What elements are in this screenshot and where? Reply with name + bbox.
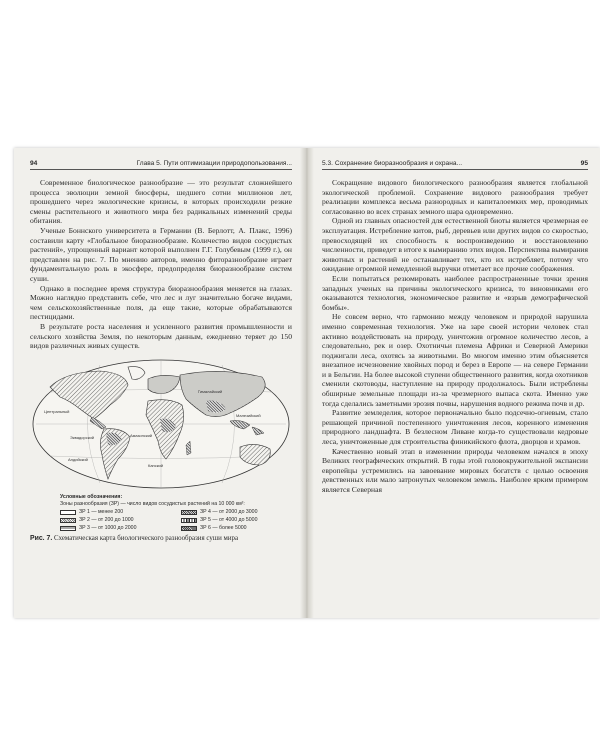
legend-item <box>181 525 292 532</box>
left-page <box>30 160 292 543</box>
right-page-header <box>322 160 588 170</box>
legend-swatch <box>181 526 197 531</box>
legend-item <box>181 517 292 524</box>
legend-item-label: ЗР 2 — от 200 до 1000 <box>79 516 134 523</box>
right-running-head: 5.3. Сохранение биоразнообразия и охрана... <box>322 160 463 167</box>
legend-item <box>181 509 292 516</box>
world-map-graphic <box>30 357 292 492</box>
right-paragraph-4: Не совсем верно, что гармонию между человеком и природой нарушила именно современная технология. Уже на заре своей истории человек стал активно воздействовать на природу, уничтожив огромное количество лесов, а следовательно, рек и озер. Охотничьи племена Африки и Северной Америки поджигали леса, охотясь за животными. Во многом именно этим объясняется внезапное исчезновение хвойных пород и берез в Европе — на севере Германии и в Бельгии. На более высокой ступени общественного развития, когда охотников сменили скотоводы, наступление на природу продолжалось. Были истреблены обширные земельные площади из-за чрезмерного выпаса скота. Именно уже тогда сделались заметными эрозия почвы, нарушения водного режима почв и др. <box>322 312 588 408</box>
left-running-head: Глава 5. Пути оптимизации природопользования... <box>136 160 292 167</box>
map-label-himalayan: Гималайский <box>198 388 223 394</box>
biodiversity-map <box>30 357 292 492</box>
legend-item-label: ЗР 3 — от 1000 до 2000 <box>79 524 137 531</box>
map-label-ecuador: Эквадорский <box>70 434 94 440</box>
legend-subtitle: Зоны разнообразия (ЗР) — число видов сосудистых растений на 10 000 км²: <box>60 500 245 507</box>
legend-swatch <box>60 510 76 515</box>
figure-caption-label: Рис. 7. <box>30 534 53 542</box>
legend-swatch <box>181 510 197 515</box>
right-paragraph-5: Развитие земледелия, которое первоначально было подсечно-огневым, стало решающей причиной постепенного уничтожения лесов, коренного изменения природного ландшафта. В безлесном Ливане когда-то существовали кедровые леса, уничтоженные для строительства финикийского флота, дворцов и храмов. <box>322 408 588 447</box>
legend-swatch <box>181 518 197 523</box>
legend-items <box>60 509 292 532</box>
right-page-number: 95 <box>580 160 588 167</box>
legend-item <box>60 509 171 516</box>
left-paragraph-2: Ученые Боннского университета в Германии (В. Берлотт, А. Плакс, 1996) составили карту «Глобальное биоразнообразие. Количество видов сосудистых растений», упрощенный вариант которой выполнен Г.Г. Голубевым (1999 г.), он представлен на рис. 7. По мнению авторов, именно фиторазнообразие играет фундаментальную роль в экосфере, предопределяя биоразнообразие систем суши. <box>30 225 292 283</box>
left-paragraph-3: Однако в последнее время структура биоразнообразия меняется на глазах. Можно наглядно представить себе, что лес и луг значительно богаче видами, чем сельскохозяйственные поля, да еще такие, которые обрабатываются пестицидами. <box>30 283 292 322</box>
map-label-malesian: Малезийский <box>236 412 261 418</box>
map-label-central: Центральный <box>44 408 70 414</box>
right-paragraph-6: Качественно новый этап в изменении природы человеком начался в эпоху Великих географических открытий. В годы этой головокружительной экспансии европейцы устремились на завоевание мировых богатств с целью освоения девственных или мало затронутых человеком земель. Наиболее ярким примером является Северная <box>322 446 588 494</box>
left-paragraph-4: В результате роста населения и усиленного развития промышленности и сельского хозяйства Земля, по некоторым данным, ежедневно теряет до 150 видов различных живых существ. <box>30 321 292 351</box>
book-gutter <box>300 148 314 618</box>
legend-swatch <box>60 526 76 531</box>
map-label-andean: Андийский <box>68 456 88 462</box>
figure-caption <box>30 535 292 543</box>
right-page <box>322 160 588 495</box>
figure-caption-text: Схематическая карта биологического разнообразия суши мира <box>53 534 239 542</box>
right-paragraph-3: Если попытаться резюмировать наиболее распространенные точки зрения западных ученых на причины экологического кризиса, то виновниками его оказываются технология, экономическое развитие и «взрыв демографической бомбы». <box>322 273 588 312</box>
legend-item-label: ЗР 4 — от 2000 до 3000 <box>200 508 258 515</box>
legend-swatch <box>60 518 76 523</box>
right-paragraph-2: Одной из главных опасностей для естественной биоты является чрезмерная ее эксплуатация. Истребление китов, рыб, деревьев или других видов со скоростью, превосходящей их способность к воспроизведению и восстановлению численности, приведет в итоге к вымиранию этих видов. Перспектива вымирания животных и растений не останавливает тех, кто их истребляет, потому что ожидание огромной немедленной выручки отметает все прочие соображения. <box>322 216 588 274</box>
legend-item <box>60 525 171 532</box>
legend-item <box>60 517 171 524</box>
map-label-cape: Капский <box>148 462 163 468</box>
left-paragraph-1: Современное биологическое разнообразие — это результат сложнейшего процесса эволюции земной биосферы, шедшего сотни миллионов лет, прошедшего через экологические кризисы, в которых происходили резкие смены растительного и животного мира без радикальных изменений среды обитания. <box>30 178 292 226</box>
left-page-header <box>30 160 292 170</box>
map-legend <box>30 494 292 532</box>
left-page-number: 94 <box>30 160 38 167</box>
legend-item-label: ЗР 5 — от 4000 до 5000 <box>200 516 258 523</box>
map-label-amazon: Амазонский <box>130 432 153 438</box>
legend-title: Условные обозначения: <box>60 493 123 500</box>
right-paragraph-1: Сокращение видового биологического разнообразия является глобальной экологической проблемой. Сохранение видового разнообразия требует реализации комплекса весьма разнородных и капиталоемких мер, проводимых согласованно во всех странах земного шара одновременно. <box>322 178 588 216</box>
legend-item-label: ЗР 6 — более 5000 <box>200 524 247 531</box>
legend-item-label: ЗР 1 — менее 200 <box>79 508 124 515</box>
